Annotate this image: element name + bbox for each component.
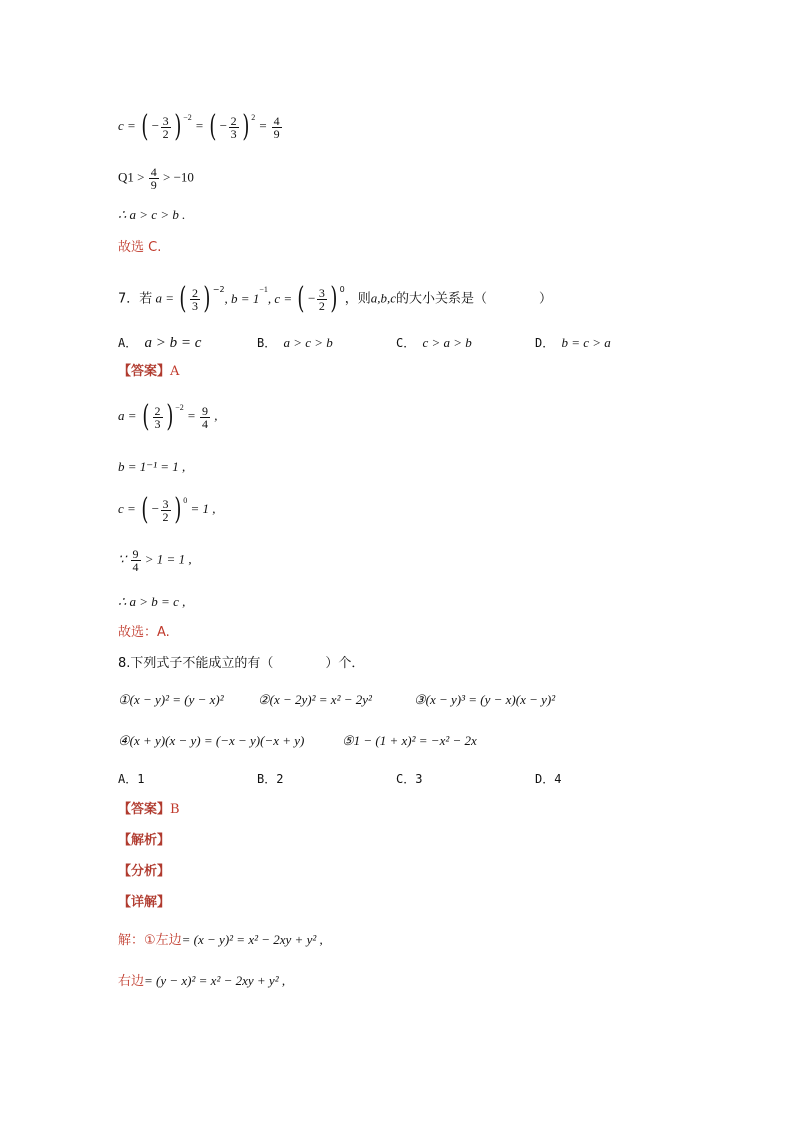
q8-option-b: B．2 — [257, 772, 284, 786]
question-7: 7．若 a = ( $\frac{2}{3}$ ) $^{-2}$, $b = 1^{-1}$, c = ( − $\frac{3}{2}$ ) $^0$，则a,b,c的大小关系是（ ） — [118, 281, 553, 316]
q7-therefore: ∴ a > b = c , — [118, 594, 186, 609]
q7-choose: 故选：A. — [118, 625, 170, 640]
q8-solution-right: 右边= (y − x)² = x² − 2xy + y² , — [118, 973, 286, 989]
q8-option-d: D．4 — [535, 772, 562, 786]
choose-previous: 故选 C. — [118, 240, 162, 255]
therefore-previous: ∴ a > c > b . — [118, 207, 186, 222]
comparison-previous: Q1 > $\frac{4}{9}$ > −10 — [118, 165, 194, 192]
q8-option-a: A．1 — [118, 772, 145, 786]
q8-answer: 【答案】B — [118, 802, 180, 817]
q7-because: ∵ $\frac{9}{4}$ > 1 = 1 , — [118, 547, 192, 574]
q8-detail-label: 【详解】 — [118, 895, 171, 910]
q8-option-c: C．3 — [396, 772, 423, 786]
q8-formula-2: ②(x − 2y)² = x² − 2y² — [258, 692, 372, 707]
q7-option-c: C． c > a > b — [396, 335, 472, 350]
question-8: 8.下列式子不能成立的有（ ）个． — [118, 656, 365, 671]
q7-equation-b: b = 1⁻¹ = 1 , — [118, 459, 186, 474]
q8-formula-1: ①(x − y)² = (y − x)² — [118, 692, 224, 707]
equation-c-previous: c = ( − $\frac{3}{2}$ ) $^{-2}$ = ( − $\frac{2}{3}$ ) $^2$ = $\frac{4}{9}$ — [118, 109, 280, 144]
q7-equation-c: c = ( − $\frac{3}{2}$ ) $^0$ = 1 , — [118, 492, 216, 527]
q8-formula-3: ③(x − y)³ = (y − x)(x − y)² — [414, 692, 556, 707]
q7-answer: 【答案】A — [118, 364, 180, 379]
q8-formula-5: ⑤1 − (1 + x)² = −x² − 2x — [342, 733, 477, 748]
q8-formula-4: ④(x + y)(x − y) = (−x − y)(−x + y) — [118, 733, 305, 748]
q7-option-b: B． a > c > b — [257, 335, 333, 350]
q7-option-a: A． a > b = c — [118, 335, 202, 351]
q8-analysis-label: 【解析】 — [118, 833, 171, 848]
q7-equation-a: a = ( $\frac{2}{3}$ ) $^{-2}$ = $\frac{9}{4}$ , — [118, 399, 218, 434]
q7-option-d: D． b = c > a — [535, 335, 611, 350]
q8-fenxi-label: 【分析】 — [118, 864, 171, 879]
q8-solution-left: 解：①左边= (x − y)² = x² − 2xy + y² , — [118, 932, 323, 948]
